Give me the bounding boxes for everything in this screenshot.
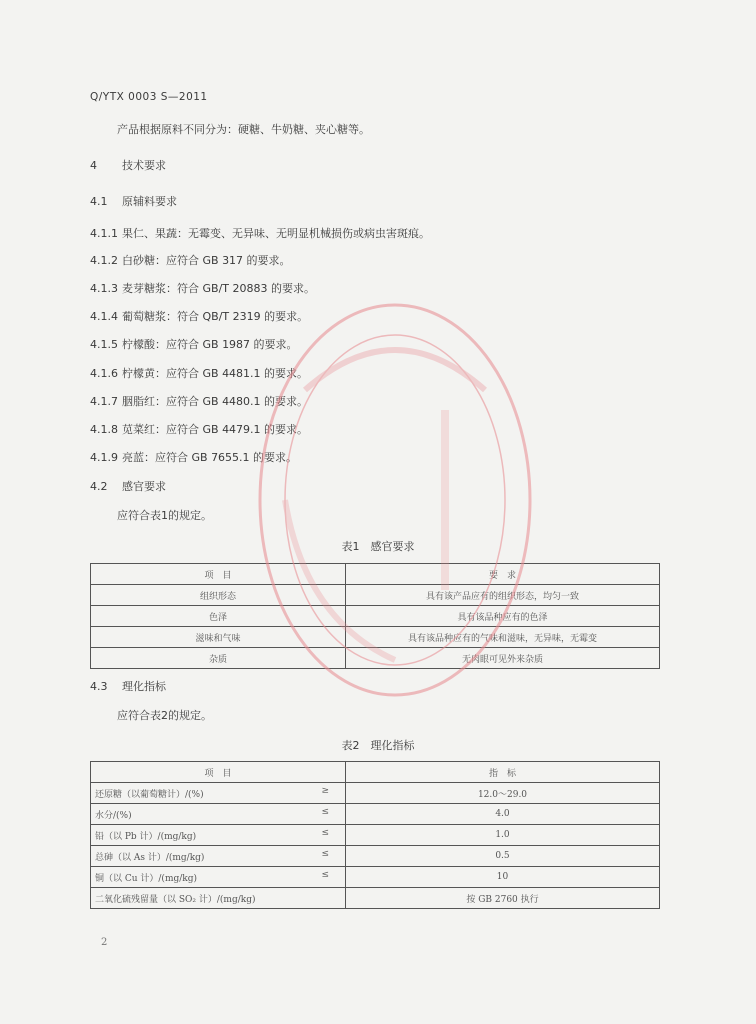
table-cell: 0.5 (346, 846, 660, 867)
section-title: 理化指标 (122, 680, 166, 693)
clause-number: 4.1.6 (90, 367, 118, 380)
item-name: 总砷（以 As 计）/(mg/kg) (95, 852, 205, 863)
table-header-cell: 要 求 (346, 564, 660, 585)
clause-4-1-6 (90, 367, 308, 381)
section-title: 技术要求 (122, 159, 166, 172)
item-name: 铜（以 Cu 计）/(mg/kg) (95, 873, 198, 884)
table-header-cell: 项 目 (91, 564, 346, 585)
table-cell: 具有该品种应有的色泽 (346, 606, 660, 627)
clause-number: 4.1.7 (90, 395, 118, 408)
table-header-cell: 项 目 (91, 762, 346, 783)
seal-text-arc (305, 350, 485, 390)
comparison-operator: ≥ (321, 786, 329, 796)
clause-4-1-7 (90, 395, 308, 409)
clause-text: 柠檬酸：应符合 GB 1987 的要求。 (122, 338, 298, 351)
comparison-operator: ≤ (321, 849, 329, 859)
table-cell: 具有该品种应有的气味和滋味，无异味，无霉变 (346, 627, 660, 648)
table-cell (91, 825, 346, 846)
physicochemical-indicators-table (90, 761, 660, 909)
table-row (91, 648, 660, 669)
table-cell: 按 GB 2760 执行 (346, 888, 660, 909)
clause-number: 4.1.1 (90, 227, 118, 240)
section-title: 感官要求 (122, 480, 166, 493)
item-name: 二氧化硫残留量（以 SO₂ 计）/(mg/kg) (95, 894, 256, 905)
section-4-heading (90, 159, 166, 173)
comparison-operator: ≤ (321, 870, 329, 880)
section-4-1-heading (90, 195, 177, 209)
clause-text: 麦芽糖浆：符合 GB/T 20883 的要求。 (122, 282, 315, 295)
table-row (91, 585, 660, 606)
comparison-operator: ≤ (321, 807, 329, 817)
clause-number: 4.1.8 (90, 423, 118, 436)
table-cell: 4.0 (346, 804, 660, 825)
section-4-3-heading (90, 680, 166, 694)
section-4-2-body: 应符合表1的规定。 (117, 509, 212, 522)
section-4-3-body: 应符合表2的规定。 (117, 709, 212, 722)
table-row (91, 846, 660, 867)
clause-text: 葡萄糖浆：符合 QB/T 2319 的要求。 (122, 310, 309, 323)
clause-number: 4.1.9 (90, 451, 118, 464)
clause-text: 苋菜红：应符合 GB 4479.1 的要求。 (122, 423, 309, 436)
clause-4-1-9 (90, 451, 297, 465)
table-header-cell: 指 标 (346, 762, 660, 783)
comparison-operator: ≤ (321, 828, 329, 838)
table-cell (91, 846, 346, 867)
section-number: 4.3 (90, 680, 108, 693)
table-cell: 12.0～29.0 (346, 783, 660, 804)
clause-text: 果仁、果蔬：无霉变、无异味、无明显机械损伤或病虫害斑痕。 (122, 227, 430, 240)
clause-number: 4.1.4 (90, 310, 118, 323)
clause-number: 4.1.5 (90, 338, 118, 351)
section-title: 原辅料要求 (122, 195, 177, 208)
clause-4-1-3 (90, 282, 315, 296)
table-cell (91, 783, 346, 804)
table-row (91, 804, 660, 825)
table-cell: 1.0 (346, 825, 660, 846)
item-name: 水分/(%) (95, 810, 132, 821)
item-name: 铅（以 Pb 计）/(mg/kg) (95, 831, 197, 842)
clause-4-1-8 (90, 423, 308, 437)
intro-paragraph: 产品根据原料不同分为：硬糖、牛奶糖、夹心糖等。 (117, 123, 370, 136)
clause-text: 白砂糖：应符合 GB 317 的要求。 (122, 254, 291, 267)
section-4-2-heading (90, 480, 166, 494)
table-row (91, 783, 660, 804)
table-cell: 组织形态 (91, 585, 346, 606)
table1-caption: 表1 感官要求 (341, 540, 415, 553)
section-number: 4.1 (90, 195, 108, 208)
table-row (91, 825, 660, 846)
clause-4-1-1 (90, 227, 430, 241)
table-row (91, 888, 660, 909)
sensory-requirements-table (90, 563, 660, 669)
table-cell: 杂质 (91, 648, 346, 669)
clause-number: 4.1.2 (90, 254, 118, 267)
table-cell: 色泽 (91, 606, 346, 627)
clause-4-1-2 (90, 254, 291, 268)
table-cell: 具有该产品应有的组织形态，均匀一致 (346, 585, 660, 606)
clause-number: 4.1.3 (90, 282, 118, 295)
section-number: 4.2 (90, 480, 108, 493)
table-row (91, 867, 660, 888)
table-cell (91, 867, 346, 888)
clause-4-1-5 (90, 338, 298, 352)
table2-caption: 表2 理化指标 (341, 739, 415, 752)
table-cell: 10 (346, 867, 660, 888)
clause-text: 亮蓝：应符合 GB 7655.1 的要求。 (122, 451, 298, 464)
table-cell (91, 888, 346, 909)
table-cell (91, 804, 346, 825)
clause-4-1-4 (90, 310, 308, 324)
doc-code: Q/YTX 0003 S—2011 (90, 91, 208, 103)
section-number: 4 (90, 159, 97, 172)
table-header-row (91, 762, 660, 783)
table-cell: 滋味和气味 (91, 627, 346, 648)
table-header-row (91, 564, 660, 585)
clause-text: 胭脂红：应符合 GB 4480.1 的要求。 (122, 395, 309, 408)
table-cell: 无肉眼可见外来杂质 (346, 648, 660, 669)
clause-text: 柠檬黄：应符合 GB 4481.1 的要求。 (122, 367, 309, 380)
table-row (91, 606, 660, 627)
page-number: 2 (101, 937, 108, 948)
item-name: 还原糖（以葡萄糖计）/(%) (95, 789, 204, 800)
table-row (91, 627, 660, 648)
